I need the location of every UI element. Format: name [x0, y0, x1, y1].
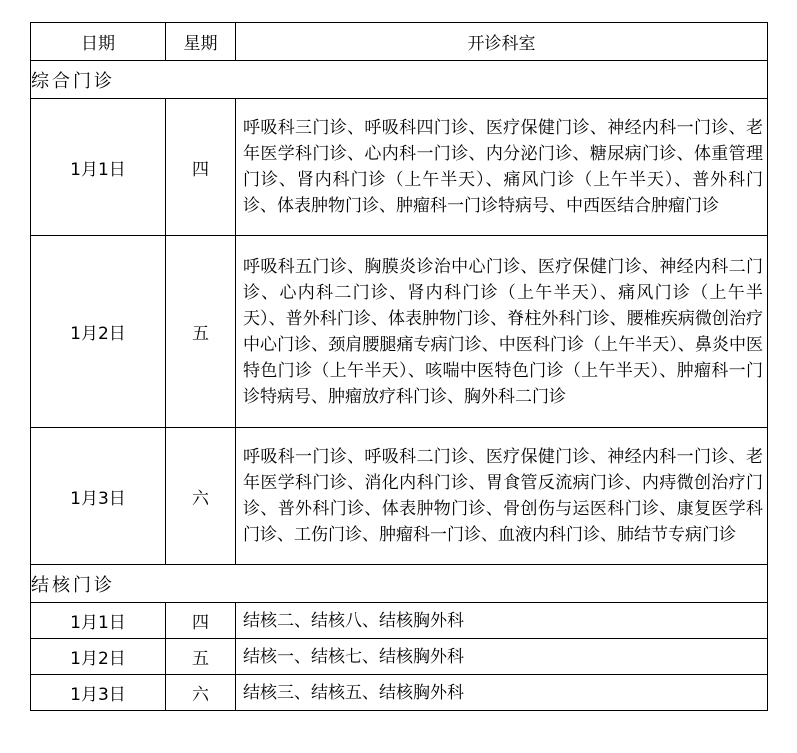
- clinic-schedule-table: [30, 22, 768, 711]
- date-cell: 1月2日: [31, 236, 166, 428]
- weekday-cell: 五: [166, 639, 236, 675]
- weekday-cell: 六: [166, 675, 236, 711]
- date-cell: 1月2日: [31, 639, 166, 675]
- header-row: [31, 23, 768, 61]
- table-row: [31, 639, 768, 675]
- date-cell: 1月3日: [31, 675, 166, 711]
- depts-cell: 结核三、结核五、结核胸外科: [236, 675, 768, 711]
- table-row: [31, 428, 768, 565]
- section-title-tb: 结核门诊: [31, 565, 768, 603]
- depts-cell: 呼吸科一门诊、呼吸科二门诊、医疗保健门诊、神经内科一门诊、老年医学科门诊、消化内科门诊、胃食管反流病门诊、内痔微创治疗门诊、普外科门诊、体表肿物门诊、骨创伤与运医科门诊、康复医学科门诊、工伤门诊、肿瘤科一门诊、血液内科门诊、肺结节专病门诊: [236, 428, 768, 565]
- table-row: [31, 603, 768, 639]
- depts-cell: 呼吸科五门诊、胸膜炎诊治中心门诊、医疗保健门诊、神经内科二门诊、心内科二门诊、肾内科门诊（上午半天）、痛风门诊（上午半天）、普外科门诊、体表肿物门诊、脊柱外科门诊、腰椎疾病微创治疗中心门诊、颈肩腰腿痛专病门诊、中医科门诊（上午半天）、鼻炎中医特色门诊（上午半天）、咳喘中医特色门诊（上午半天）、肿瘤科一门诊特病号、肿瘤放疗科门诊、胸外科二门诊: [236, 236, 768, 428]
- header-weekday: 星期: [166, 23, 236, 61]
- table-row: [31, 99, 768, 236]
- table-row: [31, 675, 768, 711]
- depts-cell: 结核一、结核七、结核胸外科: [236, 639, 768, 675]
- depts-cell: 结核二、结核八、结核胸外科: [236, 603, 768, 639]
- weekday-cell: 四: [166, 99, 236, 236]
- date-cell: 1月3日: [31, 428, 166, 565]
- header-date: 日期: [31, 23, 166, 61]
- weekday-cell: 六: [166, 428, 236, 565]
- depts-cell: 呼吸科三门诊、呼吸科四门诊、医疗保健门诊、神经内科一门诊、老年医学科门诊、心内科一门诊、内分泌门诊、糖尿病门诊、体重管理门诊、肾内科门诊（上午半天）、痛风门诊（上午半天）、普外科门诊、体表肿物门诊、肿瘤科一门诊特病号、中西医结合肿瘤门诊: [236, 99, 768, 236]
- weekday-cell: 四: [166, 603, 236, 639]
- section-row-general: [31, 61, 768, 99]
- table-row: [31, 236, 768, 428]
- header-depts: 开诊科室: [236, 23, 768, 61]
- date-cell: 1月1日: [31, 99, 166, 236]
- section-row-tb: [31, 565, 768, 603]
- weekday-cell: 五: [166, 236, 236, 428]
- date-cell: 1月1日: [31, 603, 166, 639]
- section-title-general: 综合门诊: [31, 61, 768, 99]
